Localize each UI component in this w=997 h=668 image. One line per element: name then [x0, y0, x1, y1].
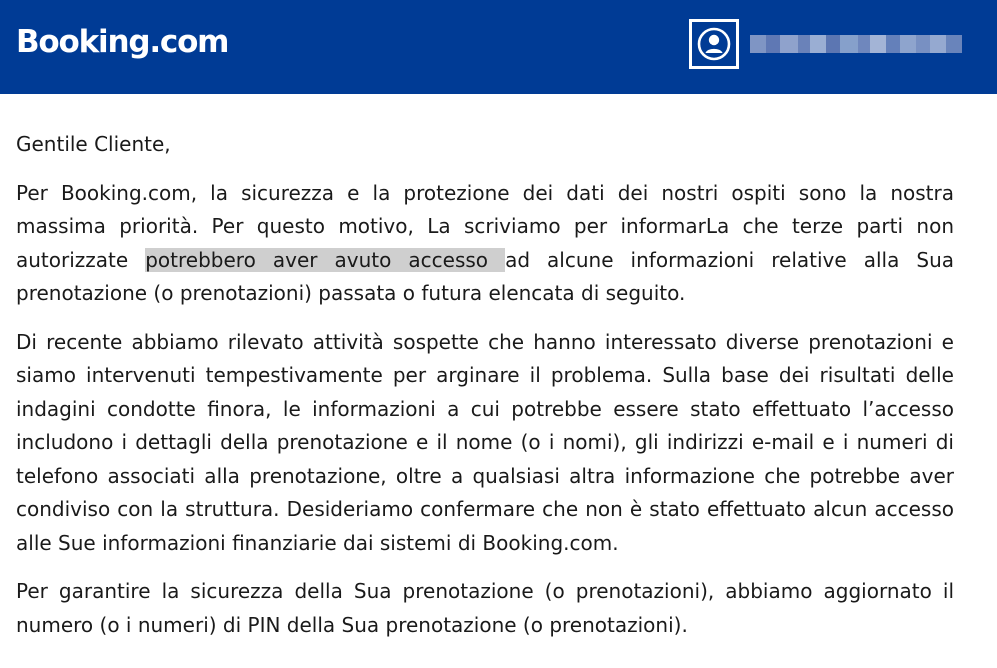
user-avatar-icon: [692, 22, 736, 66]
paragraph-text: Per Booking.com, la sicurezza e la protezione dei dati dei nostri ospiti sono la nostra massima priorità. Per questo motivo, La scriviamo per informarLa che terze parti non autorizzate: [16, 180, 954, 272]
paragraph-pin-update: Per garantire la sicurezza della Sua prenotazione (o prenotazioni), abbiamo aggiornato il numero (o i numeri) di PIN della Sua prenotazione (o prenotazioni).: [16, 579, 954, 637]
paragraph-suspicious-activity: Di recente abbiamo rilevato attività sospette che hanno interessato diverse prenotazioni e siamo intervenuti tempestivamente per arginare il problema. Sulla base dei risultati delle indagini condotte finora, le informazioni a cui potrebbe essere stato effettuato l’accesso includono i dettagli della prenotazione e il nome (o i nomi), gli indirizzi e-mail e i numeri di telefono associati alla prenotazione, oltre a qualsiasi altra informazione che potrebbe aver condiviso con la struttura. Desideriamo confermare che non è stato effettuato alcun accesso alle Sue informazioni finanziarie dai sistemi di Booking.com.: [16, 329, 954, 555]
booking-logo[interactable]: Booking.com: [16, 24, 229, 60]
redacted-account-name: [750, 35, 962, 53]
greeting: Gentile Cliente,: [16, 132, 171, 156]
account-button[interactable]: [689, 19, 739, 69]
highlighted-text: potrebbero aver avuto accesso: [145, 247, 506, 272]
email-header: [0, 0, 997, 94]
paragraph-text: ad alcune informazioni relative alla Sua prenotazione (o prenotazioni) passata o futura elencata di seguito.: [16, 247, 954, 305]
paragraph-security-notice: [16, 177, 954, 311]
email-body: [16, 128, 954, 657]
